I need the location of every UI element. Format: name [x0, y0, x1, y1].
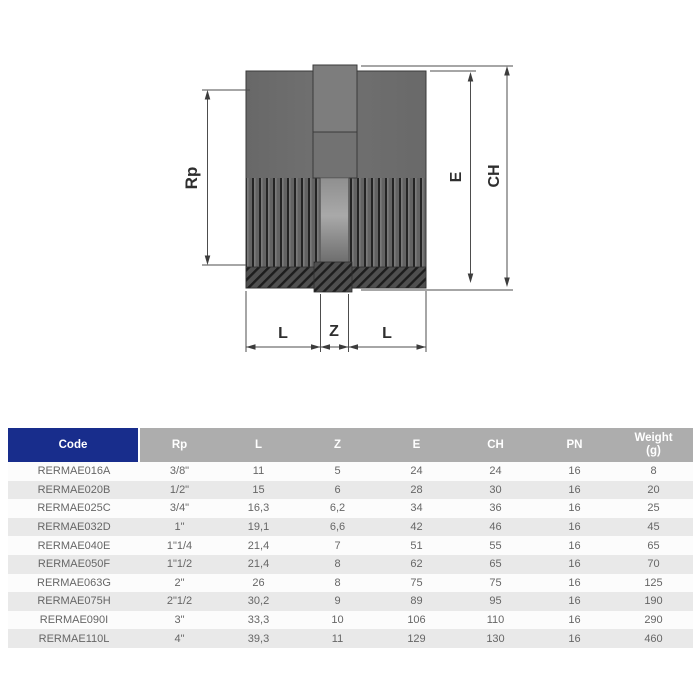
value-cell: 8	[650, 465, 657, 478]
value-cell: 16	[568, 465, 581, 478]
label-ch: CH	[486, 164, 503, 188]
header-e: E	[377, 428, 456, 462]
value-cell: 16	[568, 558, 581, 571]
value-cell: 11	[331, 632, 344, 645]
table-header-row	[8, 428, 693, 462]
label-e: E	[448, 171, 465, 183]
value-cell: 5	[334, 465, 341, 478]
value-cell: 190	[644, 595, 663, 608]
table-row	[8, 555, 693, 574]
header-pn: PN	[535, 428, 614, 462]
value-cell: 110	[486, 614, 505, 627]
table-row	[8, 611, 693, 630]
code-cell: RERMAE032D	[37, 521, 111, 534]
header-weight-line1: Weight	[634, 432, 673, 444]
value-cell: 26	[252, 576, 265, 589]
code-cell: RERMAE040E	[37, 539, 111, 552]
value-cell: 125	[644, 576, 663, 589]
value-cell: 3"	[174, 614, 185, 627]
value-cell: 8	[334, 576, 341, 589]
value-cell: 16,3	[247, 502, 270, 515]
table-row	[8, 481, 693, 500]
value-cell: 62	[410, 558, 423, 571]
value-cell: 30,2	[247, 595, 270, 608]
value-cell: 36	[489, 502, 502, 515]
value-cell: 34	[410, 502, 423, 515]
value-cell: 20	[647, 483, 660, 496]
center-tab-hatch	[314, 262, 352, 292]
value-cell: 11	[252, 465, 265, 478]
value-cell: 75	[489, 576, 502, 589]
table-row	[8, 574, 693, 593]
value-cell: 16	[568, 521, 581, 534]
header-ch: CH	[456, 428, 535, 462]
value-cell: 10	[331, 614, 344, 627]
value-cell: 16	[568, 595, 581, 608]
value-cell: 9	[334, 595, 341, 608]
value-cell: 30	[489, 483, 502, 496]
value-cell: 1"1/2	[166, 558, 193, 571]
header-l: L	[219, 428, 298, 462]
value-cell: 16	[568, 576, 581, 589]
center-band-lower	[313, 129, 357, 178]
table-row	[8, 536, 693, 555]
value-cell: 28	[410, 483, 423, 496]
code-cell: RERMAE110L	[38, 632, 110, 645]
value-cell: 19,1	[247, 521, 270, 534]
value-cell: 89	[410, 595, 423, 608]
label-l-right: L	[382, 325, 392, 342]
value-cell: 33,3	[247, 614, 270, 627]
value-cell: 95	[489, 595, 502, 608]
value-cell: 3/8"	[169, 465, 190, 478]
value-cell: 16	[568, 632, 581, 645]
value-cell: 1/2"	[169, 483, 190, 496]
header-weight	[614, 428, 693, 462]
value-cell: 24	[410, 465, 423, 478]
value-cell: 45	[647, 521, 660, 534]
value-cell: 46	[489, 521, 502, 534]
value-cell: 4"	[174, 632, 185, 645]
table-row	[8, 518, 693, 537]
value-cell: 21,4	[247, 558, 270, 571]
label-rp: Rp	[182, 166, 201, 190]
value-cell: 25	[647, 502, 660, 515]
table-body	[8, 462, 693, 648]
value-cell: 3/4"	[169, 502, 190, 515]
center-band-upper	[313, 65, 357, 132]
header-code: Code	[8, 428, 140, 462]
header-z: Z	[298, 428, 377, 462]
value-cell: 6,6	[329, 521, 346, 534]
code-cell: RERMAE063G	[37, 576, 111, 589]
value-cell: 65	[647, 539, 660, 552]
value-cell: 2"1/2	[166, 595, 193, 608]
value-cell: 75	[410, 576, 423, 589]
value-cell: 1"	[174, 521, 185, 534]
value-cell: 2"	[174, 576, 185, 589]
value-cell: 16	[568, 614, 581, 627]
value-cell: 15	[252, 483, 265, 496]
value-cell: 6	[334, 483, 341, 496]
value-cell: 460	[644, 632, 663, 645]
label-z: Z	[329, 323, 339, 340]
value-cell: 24	[489, 465, 502, 478]
code-cell: RERMAE050F	[37, 558, 111, 571]
code-cell: RERMAE075H	[37, 595, 111, 608]
value-cell: 55	[489, 539, 502, 552]
code-cell: RERMAE020B	[37, 483, 111, 496]
value-cell: 42	[410, 521, 423, 534]
code-cell: RERMAE016A	[37, 465, 111, 478]
code-cell: RERMAE090I	[39, 614, 109, 627]
table-row	[8, 499, 693, 518]
value-cell: 16	[568, 502, 581, 515]
value-cell: 106	[407, 614, 426, 627]
value-cell: 1"1/4	[166, 539, 193, 552]
value-cell: 290	[644, 614, 663, 627]
code-cell: RERMAE025C	[37, 502, 111, 515]
value-cell: 16	[568, 539, 581, 552]
value-cell: 51	[410, 539, 423, 552]
table-row	[8, 629, 693, 648]
header-rp: Rp	[140, 428, 219, 462]
label-l-left: L	[278, 325, 288, 342]
header-weight-line2: (g)	[646, 445, 661, 457]
value-cell: 70	[647, 558, 660, 571]
value-cell: 130	[486, 632, 505, 645]
value-cell: 6,2	[329, 502, 346, 515]
value-cell: 129	[407, 632, 426, 645]
value-cell: 65	[489, 558, 502, 571]
spec-table	[8, 428, 693, 648]
value-cell: 8	[334, 558, 341, 571]
value-cell: 39,3	[247, 632, 270, 645]
center-bore-wall	[321, 178, 349, 262]
table-row	[8, 592, 693, 611]
value-cell: 21,4	[247, 539, 270, 552]
table-row	[8, 462, 693, 481]
value-cell: 16	[568, 483, 581, 496]
value-cell: 7	[334, 539, 341, 552]
